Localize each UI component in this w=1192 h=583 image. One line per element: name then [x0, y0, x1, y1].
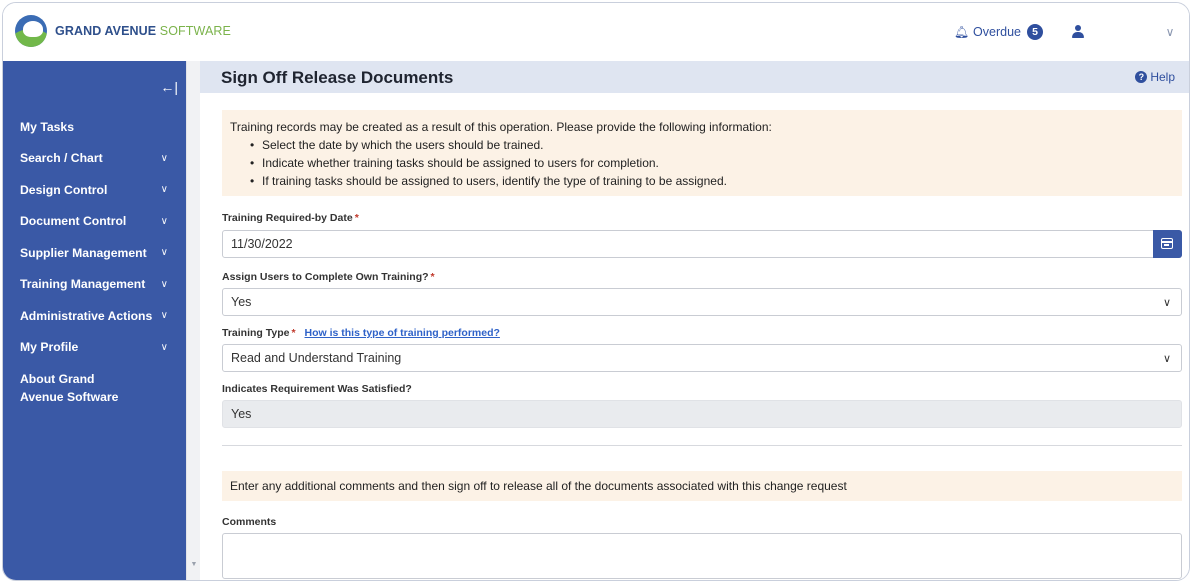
chevron-down-icon: ∨	[160, 184, 168, 196]
sidebar-item-about[interactable]	[3, 363, 143, 406]
required-marker: *	[354, 212, 359, 224]
title-bar	[200, 61, 1190, 93]
chevron-down-icon: ∨	[160, 341, 168, 353]
assign-users-value: Yes	[231, 295, 252, 309]
overdue-label: Overdue	[973, 25, 1021, 39]
sidebar-item-design-control[interactable]	[3, 174, 186, 206]
chevron-down-icon: ∨	[160, 247, 168, 259]
user-icon[interactable]	[1071, 25, 1085, 39]
logo-mark-icon	[15, 15, 47, 47]
requirement-satisfied-field	[222, 400, 1182, 428]
help-label: Help	[1150, 70, 1175, 84]
requirement-satisfied-value: Yes	[231, 407, 252, 421]
top-right-controls	[954, 3, 1189, 61]
logo-secondary-text: SOFTWARE	[159, 24, 231, 38]
info-bullet: • If training tasks should be assigned to users, identify the type of training to be assigned.	[250, 172, 1174, 190]
training-type-value: Read and Understand Training	[231, 351, 402, 365]
sidebar-item-label: My Tasks	[20, 119, 74, 134]
assign-users-select[interactable]	[222, 288, 1182, 316]
training-type-select[interactable]	[222, 344, 1182, 372]
comments-prompt-box	[222, 471, 1182, 501]
training-type-label-text: Training Type	[222, 327, 290, 339]
sidebar-item-my-profile[interactable]	[3, 332, 186, 364]
main-content	[200, 61, 1190, 581]
training-type-label	[222, 327, 500, 339]
section-divider	[222, 445, 1182, 446]
comments-prompt-text: Enter any additional comments and then sign off to release all of the documents associated with this change request	[230, 479, 847, 493]
logo-text	[55, 24, 231, 38]
overdue-button[interactable]	[954, 24, 1043, 40]
sidebar-item-label: Design Control	[20, 182, 108, 197]
sidebar-item-administrative-actions[interactable]	[3, 300, 186, 332]
sidebar-item-training-management[interactable]	[3, 269, 186, 301]
info-bullet: • Indicate whether training tasks should be assigned to users for completion.	[250, 154, 1174, 172]
sidebar-item-label: Document Control	[20, 214, 127, 229]
sidebar-item-supplier-management[interactable]	[3, 237, 186, 269]
help-link[interactable]	[1135, 70, 1175, 84]
assign-users-label-text: Assign Users to Complete Own Training?	[222, 271, 429, 283]
required-date-value: 11/30/2022	[231, 237, 293, 251]
assign-users-label	[222, 271, 435, 283]
app-window	[2, 2, 1190, 581]
training-type-help-link[interactable]: How is this type of training performed?	[304, 327, 500, 339]
sidebar-item-document-control[interactable]	[3, 206, 186, 238]
bell-icon: 🔔︎	[953, 25, 970, 39]
sidebar-item-my-tasks[interactable]	[3, 111, 186, 143]
chevron-down-icon[interactable]: ∨	[1165, 25, 1175, 39]
requirement-satisfied-label: Indicates Requirement Was Satisfied?	[222, 383, 412, 395]
required-marker: *	[430, 271, 435, 283]
sidebar	[3, 61, 186, 581]
chevron-down-icon: ∨	[160, 310, 168, 322]
sidebar-nav	[3, 111, 186, 406]
required-date-label	[222, 212, 359, 224]
info-bullet: • Select the date by which the users should be trained.	[250, 136, 1174, 154]
training-info-box	[222, 110, 1182, 196]
calendar-button[interactable]	[1153, 230, 1182, 258]
sidebar-item-label: Supplier Management	[20, 245, 147, 260]
chevron-down-icon: ∨	[1162, 353, 1171, 365]
sidebar-item-label: Administrative Actions	[20, 308, 153, 323]
company-logo[interactable]	[15, 15, 231, 47]
chevron-down-icon: ∨	[160, 215, 168, 227]
info-intro: Training records may be created as a result of this operation. Please provide the following information:	[230, 120, 772, 134]
comments-label: Comments	[222, 516, 277, 528]
chevron-down-icon: ∨	[160, 152, 168, 164]
chevron-down-icon: ∨	[160, 278, 168, 290]
overdue-count-badge: 5	[1027, 24, 1043, 40]
page-title: Sign Off Release Documents	[221, 68, 454, 87]
required-date-label-text: Training Required-by Date	[222, 212, 353, 224]
comments-textarea[interactable]	[222, 533, 1182, 579]
scroll-down-arrow-icon[interactable]: ▼	[190, 561, 198, 568]
info-bullets	[250, 136, 1174, 190]
collapse-sidebar-icon[interactable]: ←|	[160, 79, 178, 95]
sidebar-item-search-chart[interactable]	[3, 143, 186, 175]
help-icon: ?	[1135, 71, 1147, 83]
required-date-input[interactable]	[222, 230, 1182, 258]
logo-primary-text: GRAND AVENUE	[55, 24, 157, 38]
top-bar	[3, 3, 1189, 61]
sidebar-item-label: Search / Chart	[20, 151, 103, 166]
chevron-down-icon: ∨	[1162, 297, 1171, 309]
required-marker: *	[291, 327, 296, 339]
sidebar-item-label: About Grand Avenue Software	[20, 372, 119, 404]
sidebar-item-label: Training Management	[20, 277, 146, 292]
sidebar-scrollbar[interactable]	[186, 61, 200, 581]
sidebar-item-label: My Profile	[20, 340, 79, 355]
calendar-icon	[1161, 238, 1173, 249]
